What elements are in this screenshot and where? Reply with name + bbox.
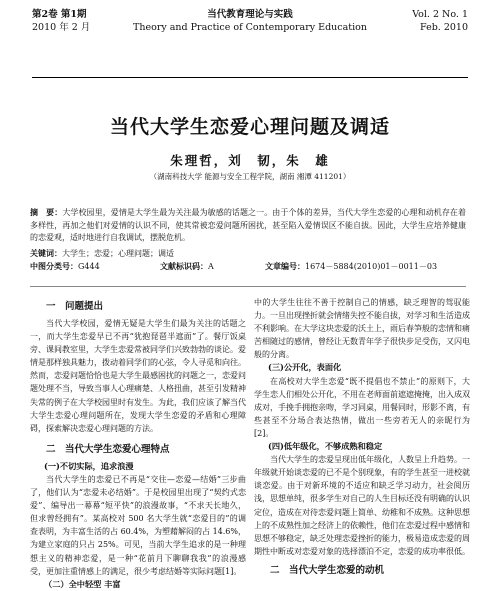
date-en: Feb. 2010 xyxy=(420,22,468,33)
vol-en: Vol. 2 No. 1 xyxy=(412,9,468,20)
issue-cn: 第2卷 第1期 xyxy=(32,9,87,20)
header-right xyxy=(412,8,468,34)
para-sub4: 当代大学生的恋爱呈现出低年级化，人数呈上升趋势。一年级就开始谈恋爱的已不是个别现象，有的学生甚至一进校就谈恋爱。由于对新环境的不适应和缺乏学习动力，社会阅历浅，思想单纯，很多学生对自己的人生目标还没有明确的认识定位，造成在对待恋爱问题上简单、幼稚和不成熟。这种思想上的不成熟性加之经济上的依赖性，他们在恋爱过程中感情和思想不够稳定，缺乏处理恋爱挫折的能力，极易造成恋爱的周期性中断或对恋爱对象的选择漂泊不定，恋爱的成功率很低。 xyxy=(254,455,470,556)
header-rule xyxy=(32,77,468,78)
heading-sub3: (三)公开化，表面化 xyxy=(268,362,342,373)
article-authors: 朱理哲，刘 韧，朱 雄 xyxy=(170,153,330,168)
clc-label: 中图分类号： xyxy=(30,261,78,271)
heading-sub2-partial: （二）全中轻型 丰富 xyxy=(44,578,121,589)
header-center xyxy=(132,8,368,34)
journal-en: Theory and Practice of Contemporary Education xyxy=(133,22,367,33)
date-cn: 2010 年 2 月 xyxy=(32,22,91,33)
para-right-continued: 中的大学生往往不善于控制自己的情感，缺乏理智的驾驭能力。一旦出现挫折就会情绪失控不能自拔，对学习和生活造成不利影响。在大学这块恋爱的沃土上，雨后春笋般的恋情和痛苦相随过的感情，曾经让无数青年学子很快步足受伤，又闪电般的分离。 xyxy=(254,298,470,360)
abstract-text: 大学校园里，爱情是大学生最为关注最为敏感的话题之一。由于个体的差异，当代大学生恋爱的心理和动机存在着多样性，再加之他们对爱情的认识不同，使其常被恋爱问题所困扰，甚至陷入爱情误区不能自拔。因此，大学生应培养健康的恋爱观，适时地进行自我调试，摆脱危机。 xyxy=(30,208,467,242)
heading-intro: 一 问题提出 xyxy=(46,301,104,312)
running-header xyxy=(32,8,468,38)
keywords-label: 关键词： xyxy=(30,248,62,258)
keywords-text: 大学生；恋爱；心理问题；调适 xyxy=(62,249,174,258)
article-affiliation: （湖南科技大学 能源与安全工程学院，湖南 湘潭 411201） xyxy=(149,172,351,181)
classification-line xyxy=(30,260,466,273)
para-intro: 当代大学校园，爱情无疑是大学生们最为关注的话题之一，而大学生恋爱早已不再“犹抱琵琶半遮面”了。餐厅饭桌旁、课间教室里，大学生恋爱常被同学们兴致勃勃的谈论。爱情是那样独具魅力，拨动着同学们的心弦，令人寻觅和向往。然而，恋爱问题恰恰也是大学生最感困扰的问题之一，恋爱问题处理不当，导致当事人心理痛楚、人格扭曲，甚至引发精神失常的例子在大学校园里时有发生。为此，我们应该了解当代大学生恋爱心理问题所在，发现大学生恋爱的矛盾和心理障碍，探索解决恋爱心理问题的方法。 xyxy=(30,319,246,433)
para-sub1: 当代大学生的恋爱已不再是“交往—恋爱—结婚”三步曲了，他们认为“恋爱未必结婚”。于是校园里出现了“契约式恋爱”、编导出一幕幕“短平快”的浪漫故事，“不求天长地久，但求曾经拥有”。某高校对 500 名大学生就“恋爱目的”的调查表明，为丰富生活的占 60.4%，为塑藉解闷的占 14.6%，为建立家庭的只占 25%。可见，当前大学生追求的是一种理想主义的精神恋爱，是一种“花前月下聊聊我我”的浪漫感受，更加注重情感上的满足，很少考虑结婚等实际问题[1]。 xyxy=(30,474,246,576)
heading-sec3-partial: 二 当代大学生恋爱的动机 xyxy=(270,564,385,576)
right-column xyxy=(254,296,470,581)
heading-sub4: (四)低年级化，不够成熟和稳定 xyxy=(268,441,383,452)
article-title: 当代大学生恋爱心理问题及调适 xyxy=(109,116,390,138)
article-id-label: 文章编号： xyxy=(265,261,305,271)
heading-sec2: 二 当代大学生恋爱心理特点 xyxy=(46,443,170,455)
abstract-separator xyxy=(30,286,466,287)
left-column xyxy=(30,296,246,591)
doc-code-label: 文献标识码： xyxy=(160,261,208,271)
abstract xyxy=(30,206,466,245)
doc-code-value: A xyxy=(208,262,214,271)
header-left xyxy=(32,8,90,34)
para-sub3: 在高校对大学生恋爱“既不提倡也不禁止”的原则下，大学生恋人们相处公开化，不用在老师面前遮遮掩掩，出入成双成对，手挽手拥抱亲吻，学习同桌，用餐同时，形影不离，有些甚至不分场合表达热情，做出一些旁若无人的亲昵行为[2]。 xyxy=(254,376,470,438)
keywords xyxy=(30,247,466,260)
clc-value: G444 xyxy=(78,262,100,271)
abstract-label: 摘 要： xyxy=(30,207,63,217)
journal-cn: 当代教育理论与实践 xyxy=(207,9,293,20)
heading-sub1: (一)不切实际，追求浪漫 xyxy=(44,460,134,471)
article-id-value: 1674－5884(2010)01－0011－03 xyxy=(305,262,438,271)
